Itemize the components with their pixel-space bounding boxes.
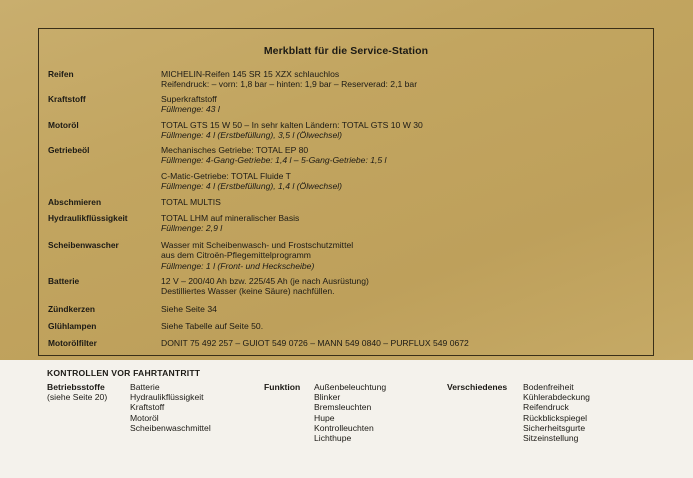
spec-value <box>161 94 651 115</box>
spec-label: Motorölfilter <box>48 338 97 348</box>
list-item: Sitzeinstellung <box>523 433 579 444</box>
list-item: Rückblickspiegel <box>523 412 588 423</box>
spec-value-line: Füllmenge: 4 l (Erstbefüllung), 1,4 l (Ölwechsel) <box>161 181 343 192</box>
funktion-list <box>314 382 386 443</box>
funktion-column <box>264 382 300 392</box>
spec-value-line: Reifendruck: – vorn: 1,8 bar – hinten: 1,9 bar – Reserverad: 2,1 bar <box>161 79 418 90</box>
list-item: Motoröl <box>130 412 159 423</box>
spec-value-line: Füllmenge: 43 l <box>161 104 220 115</box>
verschiedenes-column <box>447 382 507 392</box>
spec-value-line: Destilliertes Wasser (keine Säure) nachfüllen. <box>161 286 335 297</box>
list-item: Reifendruck <box>523 402 569 413</box>
spec-value-line: Siehe Seite 34 <box>161 304 217 314</box>
spec-value <box>161 69 651 90</box>
list-item: Batterie <box>130 382 160 392</box>
list-item: Scheibenwaschmittel <box>130 422 211 433</box>
spec-label: Batterie <box>48 276 80 286</box>
spec-label: Zündkerzen <box>48 304 95 314</box>
page-title: Merkblatt für die Service-Station <box>263 45 429 57</box>
spec-label: Motoröl <box>48 120 79 130</box>
list-item: Kühlerabdeckung <box>523 392 590 403</box>
spec-value <box>161 120 651 141</box>
spec-value-line: DONIT 75 492 257 – GUIOT 549 0726 – MANN 549 0840 – PURFLUX 549 0672 <box>161 338 469 348</box>
verschiedenes-heading: Verschiedenes <box>447 382 508 392</box>
spec-value <box>161 171 651 192</box>
kontrollen-title: KONTROLLEN VOR FAHRTANTRITT <box>47 368 201 378</box>
spec-value <box>161 276 651 297</box>
list-item: Blinker <box>314 392 341 403</box>
spec-value-line: Siehe Tabelle auf Seite 50. <box>161 321 264 331</box>
spec-value <box>161 197 651 207</box>
spec-value-line: Wasser mit Scheibenwasch- und Frostschutzmittel <box>161 240 354 250</box>
spec-value-line: TOTAL GTS 15 W 50 – In sehr kalten Ländern: TOTAL GTS 10 W 30 <box>161 120 423 130</box>
list-item: Bremsleuchten <box>314 402 372 413</box>
spec-label: Glühlampen <box>48 321 97 331</box>
betriebsstoffe-heading: Betriebsstoffe <box>47 382 105 392</box>
spec-value-line: 12 V – 200/40 Ah bzw. 225/45 Ah (je nach Ausrüstung) <box>161 276 369 286</box>
spec-value-line: Füllmenge: 2,9 l <box>161 223 223 234</box>
list-item: Lichthupe <box>314 433 352 444</box>
spec-value <box>161 338 651 348</box>
spec-value <box>161 240 651 271</box>
spec-value-line: MICHELIN-Reifen 145 SR 15 XZX schlauchlos <box>161 69 340 79</box>
betriebsstoffe-column <box>47 382 107 402</box>
spec-value-line: Mechanisches Getriebe: TOTAL EP 80 <box>161 145 309 155</box>
spec-value-line: C-Matic-Getriebe: TOTAL Fluide T <box>161 171 291 181</box>
service-station-panel <box>38 28 654 356</box>
list-item: Bodenfreiheit <box>523 382 574 392</box>
list-item: Kontrolleuchten <box>314 422 374 433</box>
spec-value-line: TOTAL LHM auf mineralischer Basis <box>161 213 300 223</box>
kontrollen-section <box>38 362 658 472</box>
spec-label: Hydraulikflüssigkeit <box>48 213 128 223</box>
list-item: Außenbeleuchtung <box>314 382 387 392</box>
spec-label: Reifen <box>48 69 74 79</box>
funktion-heading: Funktion <box>264 382 301 392</box>
spec-label: Kraftstoff <box>48 94 86 104</box>
spec-value <box>161 304 651 314</box>
spec-label: Abschmieren <box>48 197 102 207</box>
spec-value-line: Superkraftstoff <box>161 94 217 104</box>
spec-value <box>161 145 651 166</box>
verschiedenes-list <box>523 382 590 443</box>
spec-value-line: Füllmenge: 4 l (Erstbefüllung), 3,5 l (Ölwechsel) <box>161 130 343 141</box>
spec-value <box>161 321 651 331</box>
betriebsstoffe-list <box>130 382 211 433</box>
spec-value-line: Füllmenge: 4-Gang-Getriebe: 1,4 l – 5-Gang-Getriebe: 1,5 l <box>161 155 387 166</box>
spec-value-line: aus dem Citroën-Pflegemittelprogramm <box>161 250 311 261</box>
spec-value <box>161 213 651 234</box>
betriebsstoffe-subheading: (siehe Seite 20) <box>47 392 108 403</box>
list-item: Hupe <box>314 412 335 423</box>
spec-value-line: Füllmenge: 1 l (Front- und Heckscheibe) <box>161 260 315 271</box>
list-item: Sicherheitsgurte <box>523 422 586 433</box>
list-item: Kraftstoff <box>130 402 165 413</box>
spec-label: Scheibenwascher <box>48 240 119 250</box>
list-item: Hydraulikflüssigkeit <box>130 392 204 403</box>
spec-label: Getriebeöl <box>48 145 90 155</box>
spec-value-line: TOTAL MULTIS <box>161 197 221 207</box>
